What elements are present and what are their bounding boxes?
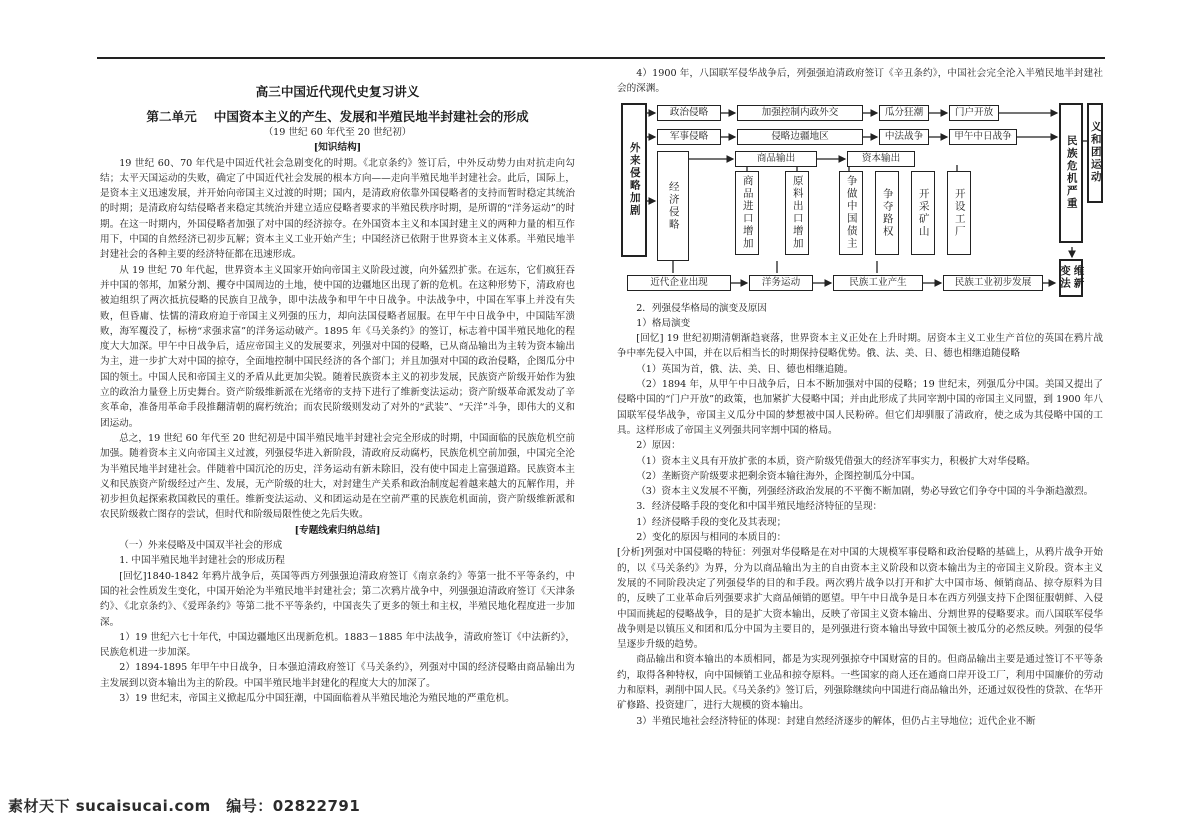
creditor-box: 争做中国债主 bbox=[839, 171, 863, 255]
paragraph: （2）垄断资产阶级要求把剩余资本输往海外，企图控制瓜分中国。 bbox=[636, 470, 921, 482]
partition-wave-box: 瓜分狂潮 bbox=[879, 105, 929, 121]
control-affairs-box: 加强控制内政外交 bbox=[737, 105, 863, 121]
sino-japanese-war-box: 甲午中日战争 bbox=[949, 129, 1017, 145]
goods-import-increase-box: 商品进口增加 bbox=[735, 171, 759, 255]
section-heading: 1. 中国半殖民地半封建社会的形成历程 bbox=[119, 555, 285, 567]
paragraph: 从 19 世纪 70 年代起，世界资本主义国家开始向帝国主义阶段过渡，向外猛烈扩张。在远东，它们疯狂吞并中国的邻邦，加紧分割、攫夺中国周边的土地，使中国的边疆地区出现了新的危机。在这种形势下，清政府也被迫组织了两次抵抗侵略的民族自卫战争，即中法战争和甲午中日战争。中法战争中，中国在军事上并没有失败，但昏庸、怯懦的清政府迫于帝国主义列强的压力，却向法国侵略者屈服。在甲午中日战争中，中国陆军溃败，海军覆没了，标榜“求强求富”的洋务运动破产。1895 年《马关条约》的签订，标志着中国半殖民地化的程度大大加深。甲午中日战争后，适应帝国主义的发展要求，列强对中国的侵略，已从商品输出为主转为资本输出为主，进一步扩大对中国的掠夺，全面地控制中国民经济的各个部门；并且加强对中国的政治侵略，企图瓜分中国的领土。中国人民和帝国主义的矛盾从此更加尖锐。随着民族资本主义的初步发展，民族资产阶级开始作为独立的政治力量登上历史舞台。资产阶级维新派在光绪帝的支持下进行了维新变法运动；资产阶级革命派发动了辛亥革命，准备用革命手段推翻清朝的腐朽统治；而农民阶级则发动了对外的“武装”、“天洋”斗争，即伟大的义和团运动。 bbox=[100, 264, 575, 429]
knowledge-structure-header: [知识结构] bbox=[313, 142, 362, 154]
open-door-box: 门户开放 bbox=[949, 105, 999, 121]
document-title: 高三中国近代现代史复习讲义 bbox=[255, 84, 420, 99]
reform-movement-box: 维新变法 bbox=[1059, 259, 1083, 297]
unit-title: 第二单元 中国资本主义的产生、发展和半殖民地半封建社会的形成 bbox=[146, 109, 529, 124]
mining-box: 开采矿山 bbox=[911, 171, 935, 255]
paragraph: 3）19 世纪末，帝国主义掀起瓜分中国狂潮，中国面临着从半殖民地沦为殖民地的严重危机。 bbox=[119, 692, 515, 704]
boxer-movement-box: 义和团运动 bbox=[1087, 103, 1103, 203]
foreign-aggression-box: 外来侵略加剧 bbox=[621, 103, 647, 257]
national-industry-box: 民族工业产生 bbox=[833, 275, 923, 291]
paragraph: 商品输出和资本输出的本质相同，都是为实现列强掠夺中国财富的目的。但商品输出主要是通过签订不平等条约，取得各种特权，向中国倾销工业品和掠夺原料。一些国家的商人还在通商口岸开设工厂，利用中国廉价的劳动力和原料，剥削中国人民。《马关条约》签订后，列强除继续向中国进行商品输出外，还通过奴役性的贷款、在华开矿修路、投资建厂，进行大规模的资本输出。 bbox=[617, 654, 1103, 712]
railway-rights-box: 争夺路权 bbox=[875, 171, 899, 255]
national-industry-dev-box: 民族工业初步发展 bbox=[943, 275, 1043, 291]
section-heading: 1）经济侵略手段的变化及其表现； bbox=[636, 516, 787, 528]
paragraph: （3）资本主义发展不平衡，列强经济政治发展的不平衡不断加剧，势必导致它们争夺中国的斗争渐趋激烈。 bbox=[636, 486, 1094, 498]
section-heading: 2．列强侵华格局的演变及原因 bbox=[636, 302, 768, 314]
capital-export-box: 资本输出 bbox=[847, 151, 915, 167]
political-aggression-box: 政治侵略 bbox=[657, 105, 721, 121]
national-crisis-box: 民族危机严重 bbox=[1059, 103, 1083, 243]
modern-enterprise-box: 近代企业出现 bbox=[627, 275, 731, 291]
paragraph: 1）19 世纪六七十年代，中国边疆地区出现新危机。1883－1885 年中法战争，清政府签订《中法新约》，民族危机进一步加深。 bbox=[100, 631, 575, 659]
paragraph: （1）英国为首，俄、法、美、日、德也相继追随。 bbox=[636, 363, 854, 375]
paragraph: 3）半殖民地社会经济特征的体现：封建自然经济逐步的解体，但仍占主导地位；近代企业不断 bbox=[636, 715, 1036, 727]
knowledge-structure-diagram bbox=[617, 101, 1103, 297]
paragraph: [分析]列强对中国侵略的特征：列强对华侵略是在对中国的大规模军事侵略和政治侵略的基础上，从鸦片战争开始的，以《马关条约》为界，分为以商品输出为主的自由资本主义阶段和以资本输出为主的帝国主义阶段。资本主义发展的不同阶段决定了列强侵华的目的和手段。两次鸦片战争以打开和扩大中国市场、倾销商品、掠夺原料为目的，反映了工业革命后列强要求扩大商品倾销的愿望。甲午中日战争是日本在西方列强支持下企图征服朝鲜、入侵中国而挑起的侵略战争，目的是扩大资本输出，反映了帝国主义资本输出、分割世界的侵略要求。而八国联军侵华战争则是以镇压义和团和瓜分中国为主要目的，是列强进行资本输出导致中国领土被瓜分的必然反映。列强的侵华呈逐步升级的趋势。 bbox=[617, 547, 1103, 651]
special-topic-header: [专题线索归纳总结] bbox=[294, 524, 381, 536]
watermark-text: 素材天下 sucaisucai.com 编号：02822791 bbox=[8, 797, 361, 815]
factory-box: 开设工厂 bbox=[947, 171, 971, 255]
military-aggression-box: 军事侵略 bbox=[657, 129, 721, 145]
unit-subtitle: （19 世纪 60 年代至 20 世纪初） bbox=[263, 127, 412, 138]
raw-export-increase-box: 原料出口增加 bbox=[785, 171, 809, 255]
westernization-box: 洋务运动 bbox=[749, 275, 813, 291]
paragraph: 19 世纪 60、70 年代是中国近代社会急剧变化的时期。《北京条约》签订后，中外反动势力由对抗走向勾结；太平天国运动的失败，确定了中国近代社会发展的根本方向——走向半殖民地半封建社会。此后，国际上，是资本主义迅速发展，并开始向帝国主义过渡的时期；国内，是清政府依靠外国侵略者的支持而暂时稳定其统治的时期；是清政府勾结侵略者来稳定其统治并建立适应侵略者要求的半殖民秩序时期，是所谓的“洋务运动”的时期。在这一时期内，外国侵略者加强了对中国的经济掠夺。在外国资本主义和本国封建主义的两种力量的相互作用下，中国的自然经济已初步瓦解；资本主义工业开始产生；中国经济已依附于世界资本主义体系。半殖民地半封建社会的各种主要的经济特征都在迅速形成。 bbox=[100, 157, 575, 261]
paragraph: （2）1894 年，从甲午中日战争后，日本不断加强对中国的侵略；19 世纪末，列强瓜分中国。美国又提出了侵略中国的“门户开放”的政策，也加紧扩大侵略中国；并由此形成了共同宰割中国的帝国主义同盟，到 1900 年八国联军侵华战争，帝国主义瓜分中国的梦想被中国人民粉碎。但它们却驯服了清政府，使之成为其侵略中国的工具。这样形成了帝国主义列强共同宰割中国的格局。 bbox=[617, 379, 1103, 436]
paragraph: 总之，19 世纪 60 年代至 20 世纪初是中国半殖民地半封建社会完全形成的时期，中国面临的民族危机空前加强。随着资本主义向帝国主义过渡，列强侵华进入新阶段，清政府反动腐朽，民族危机空前加强，中国完全沦为半殖民地半封建社会。伴随着中国沉沦的历史，洋务运动有新未除旧，没有使中国走上富强道路。民族资本主义和民族资产阶级经过产生、发展，无产阶级的壮大，对封建生产关系和政治制度起着越来越大的瓦解作用，并初步担负起探索救国救民的重任。维新变法运动、义和团运动是在空前严重的民族危机面前，资产阶级维新派和农民阶级救亡图存的尝试，但时代和阶级局限性使之先后失败。 bbox=[100, 432, 575, 521]
section-heading: 2）原因： bbox=[636, 440, 681, 452]
section-heading: （一）外来侵略及中国双半社会的形成 bbox=[119, 540, 283, 552]
paragraph: （1）资本主义具有开放扩张的本质，资产阶级凭借强大的经济军事实力，积极扩大对华侵略。 bbox=[636, 455, 1036, 467]
paragraph: [回忆]1840-1842 年鸦片战争后，英国等西方列强强迫清政府签订《南京条约》等第一批不平等条约，中国的社会性质发生变化，中国开始沦为半殖民地半封建社会；第二次鸦片战争中，列强强迫清政府签订《天津条约》、《北京条约》、《爱珲条约》等第二批不平等条约，中国丧失了更多的领土和主权，半殖民地化程度进一步加深。 bbox=[100, 570, 575, 628]
top-rule bbox=[97, 57, 1105, 59]
paragraph: 2）1894-1895 年甲午中日战争，日本强迫清政府签订《马关条约》，列强对中国的经济侵略由商品输出为主发展到以资本输出为主的阶段。中国半殖民地半封建化的程度大大的加深了。 bbox=[100, 662, 575, 689]
section-heading: 2）变化的原因与相同的本质目的： bbox=[636, 532, 787, 544]
paragraph: [回忆] 19 世纪初期清朝渐趋衰落，世界资本主义正处在上升时期。居资本主义工业生产首位的英国在鸦片战争中率先侵入中国，并在以后相当长的时期保持侵略优势。俄、法、美、日、德也相继追随侵略 bbox=[617, 333, 1103, 360]
sino-french-war-box: 中法战争 bbox=[879, 129, 929, 145]
border-invasion-box: 侵略边疆地区 bbox=[737, 129, 863, 145]
economic-aggression-box: 经济侵略 bbox=[657, 151, 689, 261]
paragraph: 4）1900 年，八国联军侵华战争后，列强强迫清政府签订《辛丑条约》，中国社会完全沦入半殖民地半封建社会的深渊。 bbox=[617, 68, 1103, 95]
goods-export-box: 商品输出 bbox=[735, 151, 817, 167]
right-column bbox=[617, 66, 1103, 729]
left-column bbox=[100, 66, 575, 706]
section-heading: 3．经济侵略手段的变化和中国半殖民地经济特征的呈现： bbox=[636, 501, 883, 513]
section-heading: 1）格局演变 bbox=[636, 317, 691, 329]
